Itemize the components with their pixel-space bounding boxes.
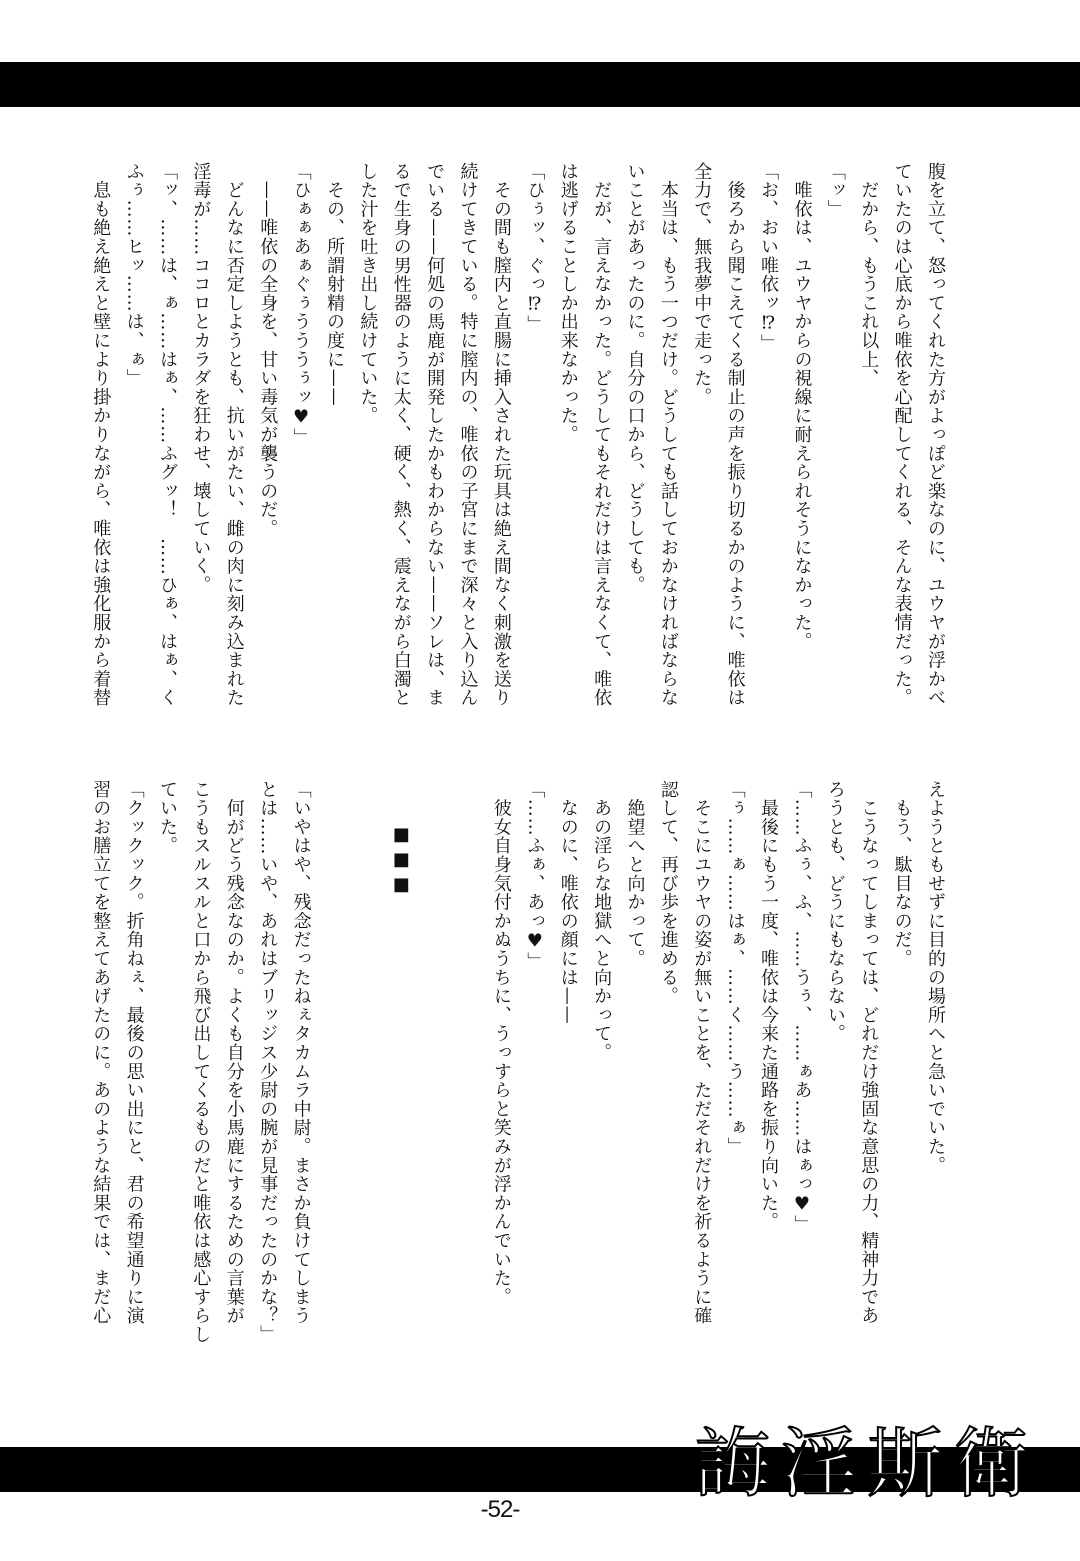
text-column: 「ッ、……は、ぁ……はぁ、……ふグッ！ ……ひぁ、はぁ、く <box>157 162 179 708</box>
text-column: どんなに否定しようとも、抗いがたい、雌の肉に刻み込まれた <box>223 162 245 708</box>
text-column: 「クックック。折角ねぇ、最後の思い出にと、君の希望通りに演 <box>123 780 145 1326</box>
page-number: -52- <box>480 1496 520 1523</box>
book-title-logo: 誨淫斯衛 <box>695 1419 1039 1508</box>
header-bar <box>0 62 1080 107</box>
blank-column <box>418 780 451 1380</box>
text-column: とは……いや、あれはブリッジス少尉の腕が見事だったのかな？」 <box>257 780 279 1344</box>
text-column: だが、言えなかった。どうしてもそれだけは言えなくて、唯依 <box>591 162 613 708</box>
text-column: 絶望へと向かって。 <box>624 780 646 968</box>
text-column: そこにユウヤの姿が無いことを、ただそれだけを祈るように確 <box>691 780 713 1326</box>
text-column: 「いやはや、残念だったねぇタカムラ中尉。まさか負けてしまう <box>290 780 312 1326</box>
text-column: こうなってしまっては、どれだけ強固な意思の力、精神力であ <box>858 780 880 1326</box>
text-column: 後ろから聞こえてくる制止の声を振り切るかのように、唯依は <box>724 162 746 708</box>
text-column: ふぅ……ヒッ……は、ぁ」 <box>123 162 145 388</box>
text-block-bottom <box>84 780 952 1380</box>
text-column: だから、もうこれ以上、 <box>858 162 880 388</box>
text-column: ろうとも、どうにもならない。 <box>824 780 846 1044</box>
text-column: 続けてきている。特に膣内の、唯依の子宮にまで深々と入り込ん <box>457 162 479 708</box>
blank-column <box>318 780 351 1380</box>
blank-column <box>451 780 484 1380</box>
text-column: 「……ふぁ、あっ♥」 <box>524 780 546 971</box>
text-column: るで生身の男性器のように太く、硬く、熱く、震えながら白濁と <box>390 162 412 708</box>
text-column: 「……ふぅ、ふ、……うぅ、……ぁあ……はぁっ♥」 <box>791 780 813 1235</box>
text-column: 「ッ」 <box>824 162 846 219</box>
blank-column <box>351 780 384 1380</box>
text-column: 「ひぁぁあぁぐぅうううぅッ♥」 <box>290 162 312 447</box>
text-column: した汁を吐き出し続けていた。 <box>357 162 379 426</box>
text-block-top <box>84 162 952 762</box>
text-column: 「ぅ……ぁ……はぁ、……く……う……ぁ」 <box>724 780 746 1156</box>
text-column: ていたのは心底から唯依を心配してくれる、そんな表情だった。 <box>891 162 913 708</box>
text-column: 習のお膳立てを整えてあげたのに。あのような結果では、まだ心 <box>90 780 112 1326</box>
text-column: でいる——何処の馬鹿が開発したかもわからない——ソレは、ま <box>424 162 446 708</box>
text-column: なのに、唯依の顔には—— <box>557 780 579 1025</box>
section-break-marker: ■■■ <box>390 824 412 899</box>
text-column: 本当は、もう一つだけ。どうしても話しておかなければならな <box>657 162 679 708</box>
text-column: ていた。 <box>157 780 179 856</box>
text-column: 認して、再び歩を進める。 <box>657 780 679 1006</box>
text-column: 何がどう残念なのか。よくも自分を小馬鹿にするための言葉が <box>223 780 245 1326</box>
text-column: ——唯依の全身を、甘い毒気が襲うのだ。 <box>257 162 279 538</box>
text-column: 彼女自身気付かぬうちに、うっすらと笑みが浮かんでいた。 <box>490 780 512 1307</box>
text-column: 息も絶え絶えと壁により掛かりながら、唯依は強化服から着替 <box>90 162 112 708</box>
text-column: いことがあったのに。自分の口から、どうしても。 <box>624 162 646 595</box>
text-column: えようともせずに目的の場所へと急いでいた。 <box>925 780 946 1175</box>
text-column: あの淫らな地獄へと向かって。 <box>591 780 613 1062</box>
text-column: その間も膣内と直腸に挿入された玩具は絶え間なく刺激を送り <box>490 162 512 708</box>
text-column: 淫毒が……ココロとカラダを狂わせ、壊していく。 <box>190 162 212 595</box>
text-column: 「お、おい唯依ッ⁉」 <box>758 162 780 353</box>
text-column: 最後にもう一度、唯依は今来た通路を振り向いた。 <box>758 780 780 1232</box>
text-column: は逃げることしか出来なかった。 <box>557 162 579 444</box>
text-column: 腹を立て、怒ってくれた方がよっぽど楽なのに、ユウヤが浮かべ <box>925 162 946 708</box>
text-column: 全力で、無我夢中で走った。 <box>691 162 713 407</box>
text-column: こうもスルスルと口から飛び出してくるものだと唯依は感心すらし <box>190 780 212 1344</box>
text-column: もう、駄目なのだ。 <box>891 780 913 968</box>
text-column: 「ひぅッ、ぐっ⁉」 <box>524 162 546 335</box>
text-column: 唯依は、ユウヤからの視線に耐えられそうになかった。 <box>791 162 813 651</box>
text-column: その、所謂射精の度に—— <box>323 162 345 407</box>
